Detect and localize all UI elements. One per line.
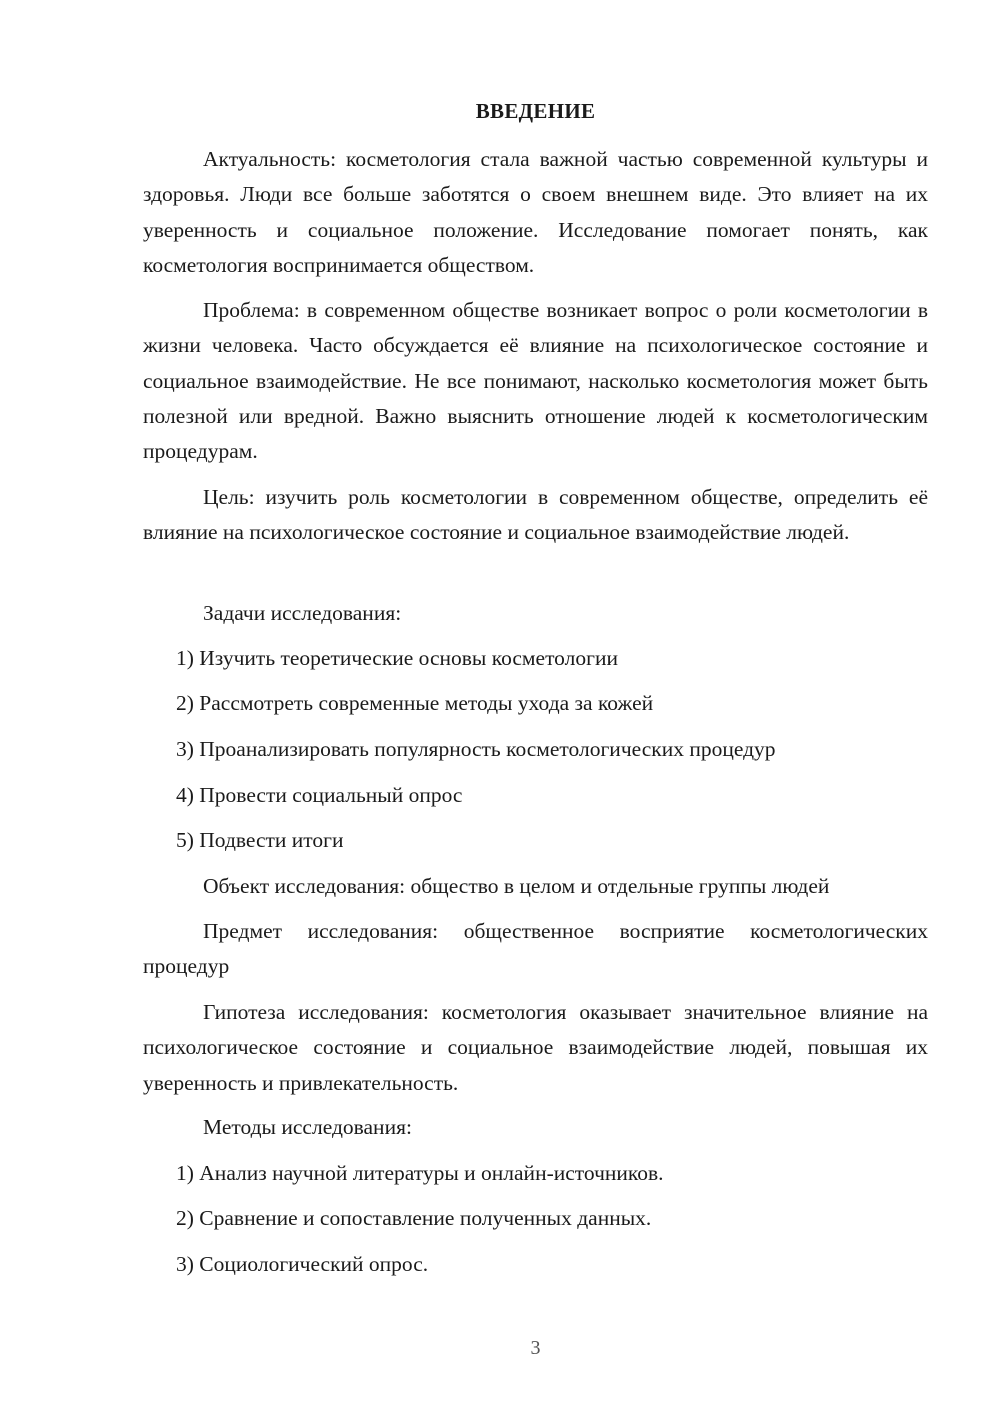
method-item: 1) Анализ научной литературы и онлайн-источников. <box>176 1161 664 1185</box>
task-item: 4) Провести социальный опрос <box>176 783 463 807</box>
paragraph-goal: Цель: изучить роль косметологии в современном обществе, определить её влияние на психологическое состояние и социальное взаимодействие людей. <box>143 485 928 545</box>
paragraph-relevance: Актуальность: косметология стала важной частью современной культуры и здоровья. Люди все больше заботятся о своем внешнем виде. Это влияет на их уверенность и социальное положение. Исследование помогает понять, как косметология воспринимается обществом. <box>143 147 928 277</box>
tasks-heading: Задачи исследования: <box>203 601 402 625</box>
task-item: 3) Проанализировать популярность косметологических процедур <box>176 737 776 761</box>
task-item: 5) Подвести итоги <box>176 828 344 852</box>
task-item: 2) Рассмотреть современные методы ухода за кожей <box>176 691 654 715</box>
paragraph-hypothesis: Гипотеза исследования: косметология оказывает значительное влияние на психологическое состояние и социальное взаимодействие людей, повышая их уверенность и привлекательность. <box>143 1000 928 1095</box>
page-number: 3 <box>530 1337 541 1359</box>
document-page <box>143 0 928 1414</box>
paragraph-problem: Проблема: в современном обществе возникает вопрос о роли косметологии в жизни человека. Часто обсуждается её влияние на психологическое состояние и социальное взаимодействие. Не все понимают, насколько косметология может быть полезной или вредной. Важно выяснить отношение людей к косметологическим процедурам. <box>143 298 928 464</box>
method-item: 3) Социологический опрос. <box>176 1252 429 1276</box>
method-item: 2) Сравнение и сопоставление полученных данных. <box>176 1206 652 1230</box>
section-title: ВВЕДЕНИЕ <box>475 99 596 123</box>
paragraph-subject: Предмет исследования: общественное восприятие косметологических процедур <box>143 919 928 979</box>
task-item: 1) Изучить теоретические основы косметологии <box>176 646 618 670</box>
paragraph-object: Объект исследования: общество в целом и отдельные группы людей <box>203 874 830 898</box>
methods-heading: Методы исследования: <box>203 1115 412 1139</box>
